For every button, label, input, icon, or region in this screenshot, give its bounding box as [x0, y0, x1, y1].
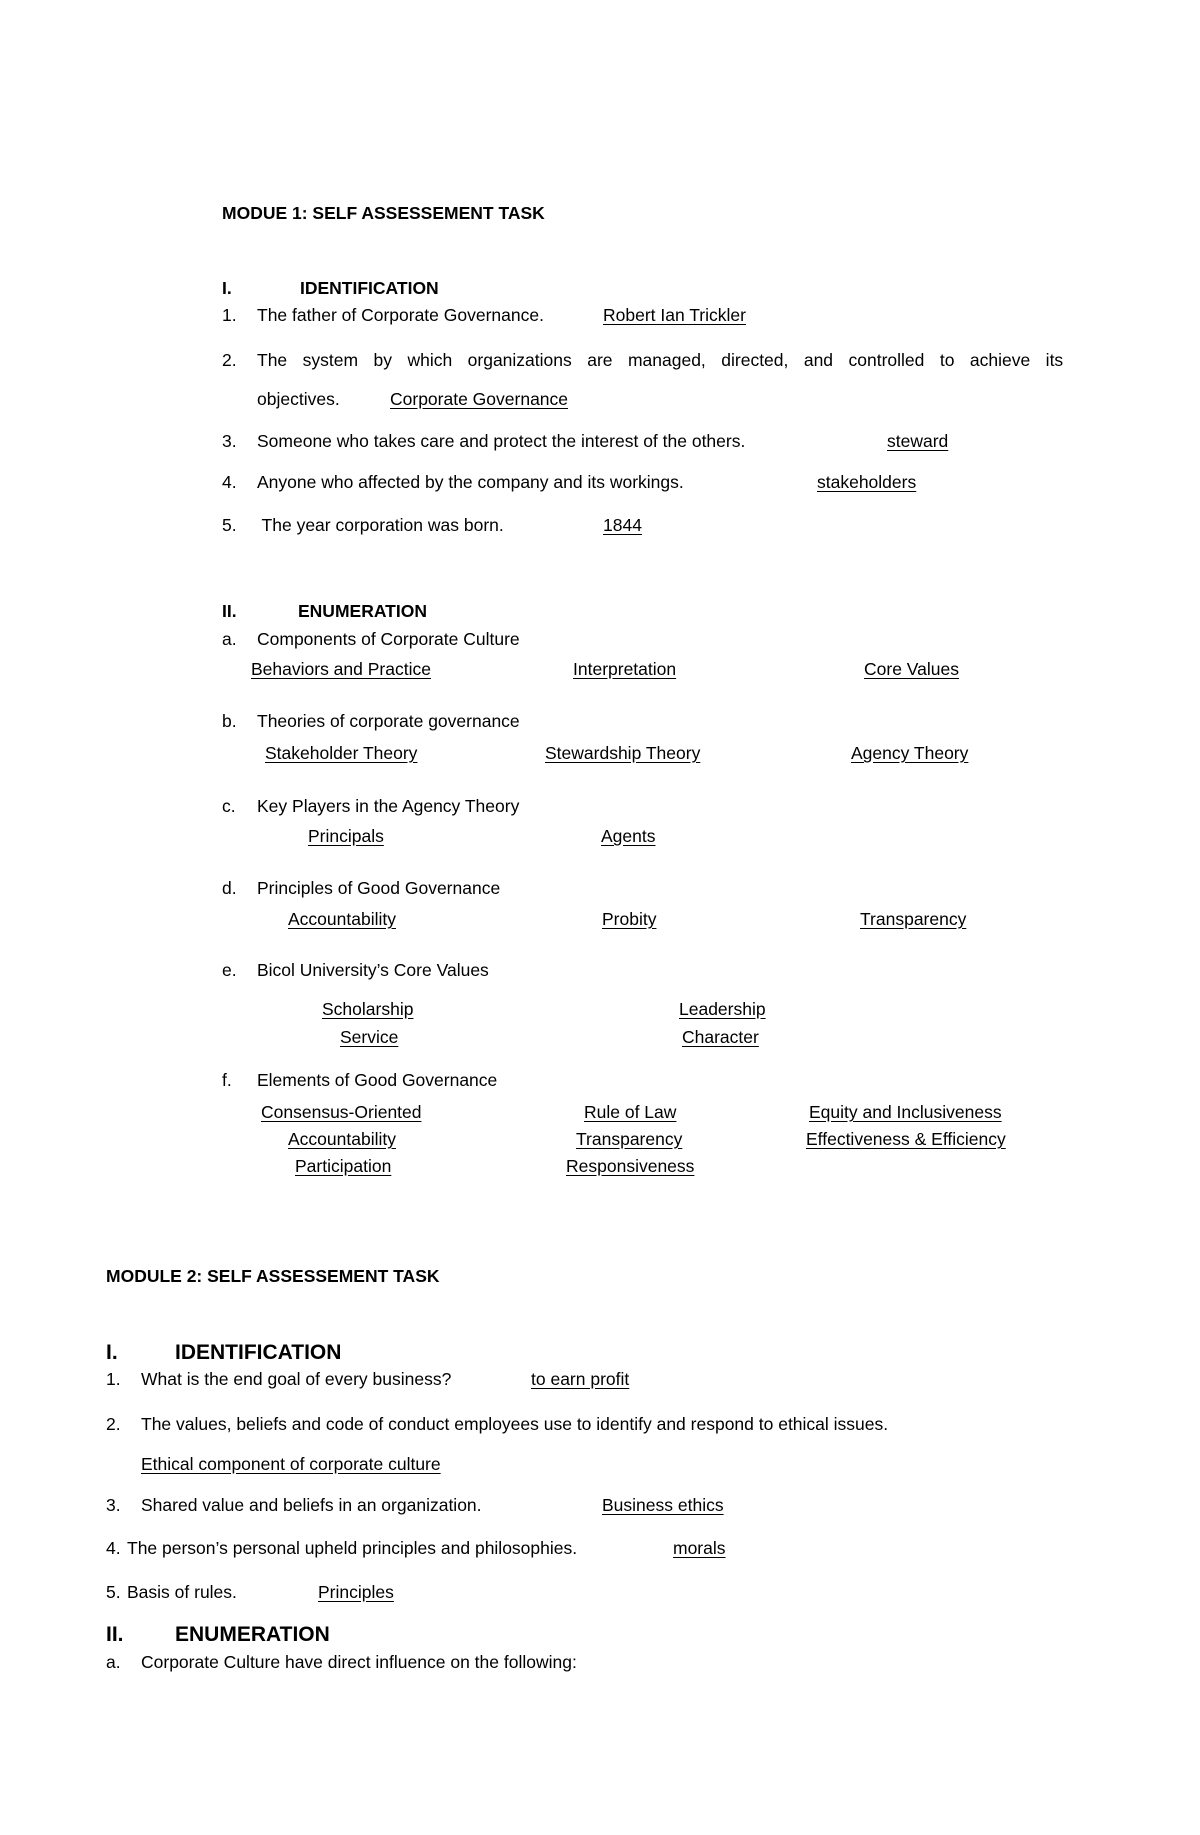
module2-identification-numeral: I.: [106, 1341, 118, 1364]
m1-enum-b-answer-2: Stewardship Theory: [545, 743, 701, 763]
m2-id-item-5-num: 5.: [106, 1582, 121, 1602]
m1-id-item-2-question-line2: objectives.: [257, 389, 340, 409]
m2-id-item-3-num: 3.: [106, 1495, 121, 1515]
module2-title: MODULE 2: SELF ASSESSEMENT TASK: [106, 1266, 440, 1286]
module1-enumeration-numeral: II.: [222, 601, 237, 621]
m1-enum-f-answer-1: Consensus-Oriented: [261, 1102, 422, 1122]
m1-enum-f-answer-3: Equity and Inclusiveness: [809, 1102, 1002, 1122]
m1-id-item-4-question: Anyone who affected by the company and its workings.: [257, 472, 684, 492]
module1-identification-heading: IDENTIFICATION: [300, 278, 439, 298]
m1-enum-b-answer-3: Agency Theory: [851, 743, 969, 763]
m1-id-item-2-question-line1: [257, 352, 1099, 370]
module1-identification-numeral: I.: [222, 278, 232, 298]
module2-enumeration-heading: ENUMERATION: [175, 1623, 330, 1646]
m1-id-item-2-question-text: The system by which organizations are managed, directed, and controlled to achieve its: [257, 350, 1064, 370]
m1-enum-d-answer-1: Accountability: [288, 909, 396, 929]
m2-id-item-5-question: Basis of rules.: [127, 1582, 237, 1602]
m1-enum-a-answer-1: Behaviors and Practice: [251, 659, 431, 679]
m2-id-item-4-answer: morals: [673, 1538, 726, 1558]
m1-enum-b-answer-1: Stakeholder Theory: [265, 743, 418, 763]
m2-id-item-3-question: Shared value and beliefs in an organization.: [141, 1495, 482, 1515]
module2-identification-heading: IDENTIFICATION: [175, 1341, 342, 1364]
m2-id-item-1-answer: to earn profit: [531, 1369, 630, 1389]
m1-id-item-3-num: 3.: [222, 431, 237, 451]
m1-id-item-5-answer: 1844: [603, 515, 642, 535]
m1-enum-e-answer-3: Service: [340, 1027, 399, 1047]
m2-id-item-1-question: What is the end goal of every business?: [141, 1369, 452, 1389]
m1-enum-a-letter: a.: [222, 629, 237, 649]
m1-id-item-4-answer: stakeholders: [817, 472, 917, 492]
m1-enum-f-answer-7: Participation: [295, 1156, 392, 1176]
m1-enum-a-label: Components of Corporate Culture: [257, 629, 520, 649]
m1-enum-e-letter: e.: [222, 960, 237, 980]
m1-enum-d-answer-2: Probity: [602, 909, 657, 929]
m1-enum-c-answer-1: Principals: [308, 826, 384, 846]
m1-enum-f-letter: f.: [222, 1070, 232, 1090]
m1-id-item-2-answer: Corporate Governance: [390, 389, 569, 409]
m1-enum-f-answer-6: Effectiveness & Efficiency: [806, 1129, 1006, 1149]
m1-enum-d-letter: d.: [222, 878, 237, 898]
m1-id-item-5-num: 5.: [222, 515, 237, 535]
m1-enum-a-answer-3: Core Values: [864, 659, 960, 679]
m1-enum-e-label: Bicol University’s Core Values: [257, 960, 489, 980]
m1-id-item-5-question: The year corporation was born.: [257, 515, 504, 535]
m1-id-item-1-num: 1.: [222, 305, 237, 325]
m2-id-item-2-question: The values, beliefs and code of conduct employees use to identify and respond to ethical issues.: [141, 1414, 889, 1434]
m1-enum-a-answer-2: Interpretation: [573, 659, 677, 679]
module1-title: MODUE 1: SELF ASSESSEMENT TASK: [222, 203, 545, 223]
m1-id-item-2-num: 2.: [222, 350, 237, 370]
m2-id-item-5-answer: Principles: [318, 1582, 394, 1602]
m2-id-item-2-num: 2.: [106, 1414, 121, 1434]
m2-id-item-3-answer: Business ethics: [602, 1495, 724, 1515]
m2-id-item-1-num: 1.: [106, 1369, 121, 1389]
m1-id-item-3-answer: steward: [887, 431, 949, 451]
m2-id-item-4-num: 4.: [106, 1538, 121, 1558]
module1-enumeration-heading: ENUMERATION: [298, 601, 427, 621]
m1-enum-c-answer-2: Agents: [601, 826, 656, 846]
m2-id-item-2-answer: Ethical component of corporate culture: [141, 1454, 441, 1474]
m1-id-item-1-answer: Robert Ian Trickler: [603, 305, 746, 325]
m1-id-item-4-num: 4.: [222, 472, 237, 492]
m1-enum-c-letter: c.: [222, 796, 236, 816]
m1-enum-f-answer-8: Responsiveness: [566, 1156, 695, 1176]
m1-enum-e-answer-4: Character: [682, 1027, 759, 1047]
m1-enum-f-answer-4: Accountability: [288, 1129, 396, 1149]
m1-enum-d-answer-3: Transparency: [860, 909, 967, 929]
m1-enum-c-label: Key Players in the Agency Theory: [257, 796, 520, 816]
m1-enum-e-answer-2: Leadership: [679, 999, 766, 1019]
m2-enum-a-letter: a.: [106, 1652, 121, 1672]
m1-enum-b-letter: b.: [222, 711, 237, 731]
m2-id-item-4-question: The person’s personal upheld principles and philosophies.: [127, 1538, 578, 1558]
m1-enum-f-answer-5: Transparency: [576, 1129, 683, 1149]
module2-enumeration-numeral: II.: [106, 1623, 124, 1646]
m2-enum-a-label: Corporate Culture have direct influence on the following:: [141, 1652, 577, 1672]
m1-id-item-1-question: The father of Corporate Governance.: [257, 305, 544, 325]
m1-enum-f-label: Elements of Good Governance: [257, 1070, 498, 1090]
m1-enum-f-answer-2: Rule of Law: [584, 1102, 677, 1122]
m1-enum-b-label: Theories of corporate governance: [257, 711, 520, 731]
m1-enum-e-answer-1: Scholarship: [322, 999, 414, 1019]
m1-enum-d-label: Principles of Good Governance: [257, 878, 501, 898]
m1-id-item-3-question: Someone who takes care and protect the interest of the others.: [257, 431, 746, 451]
